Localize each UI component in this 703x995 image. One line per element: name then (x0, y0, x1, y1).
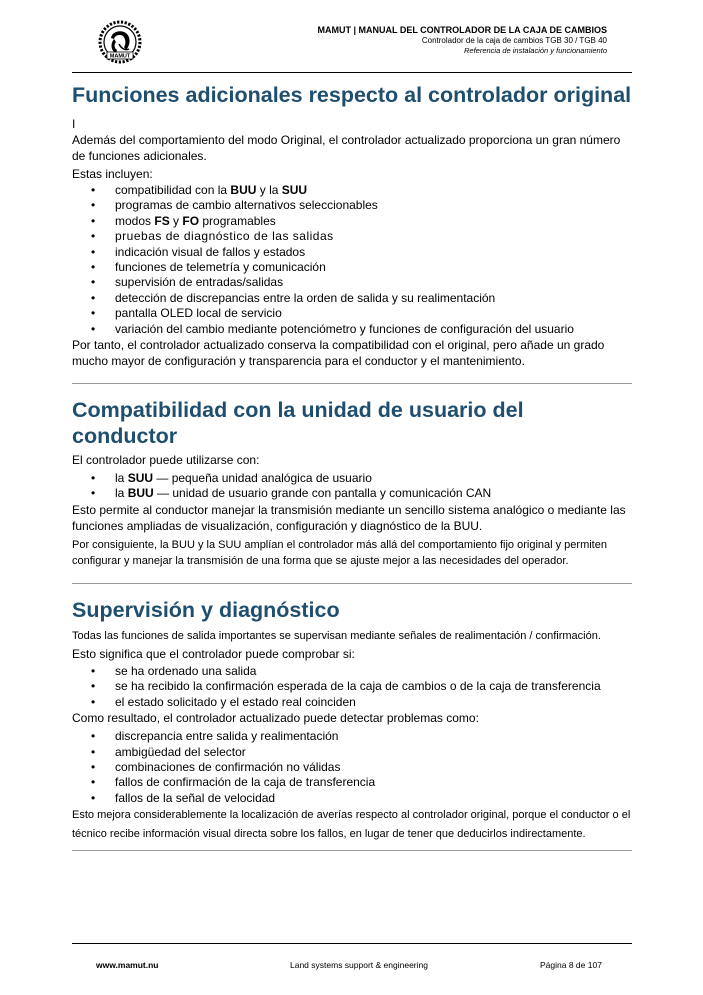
paragraph: Estas incluyen: (72, 167, 153, 181)
section-heading: Funciones adicionales respecto al controlador original (72, 83, 632, 107)
footer-url[interactable]: www.mamut.nu (96, 960, 159, 970)
paragraph: Todas las funciones de salida importantes se supervisan mediante señales de realimentación / confirmación. (72, 629, 601, 642)
list-item: • modos FS y FO programables (72, 214, 632, 229)
section-divider (72, 850, 632, 851)
list-item: • la SUU — pequeña unidad analógica de usuario (72, 471, 632, 486)
mamut-logo (96, 20, 144, 64)
check-list (72, 664, 632, 710)
list-item: • se ha ordenado una salida (72, 664, 632, 679)
section-heading: Compatibilidad con la unidad de usuario del conductor (72, 398, 524, 449)
paragraph: Esto significa que el controlador puede comprobar si: (72, 646, 355, 661)
paragraph: El controlador puede utilizarse con: (72, 453, 260, 468)
list-item: • funciones de telemetría y comunicación (72, 260, 632, 275)
section-divider (72, 583, 632, 584)
list-item: • pantalla OLED local de servicio (72, 306, 632, 321)
section-supervision-diagnostics (72, 597, 632, 844)
list-item: • se ha recibido la confirmación esperada de la caja de cambios o de la caja de transferencia (72, 679, 632, 694)
paragraph: Esto mejora considerablemente la localización de averías respecto al controlador original, porque el conductor o el técnico recibe información visual directa sobre los fallos, en lugar de tener que deducirlos indirectamente. (72, 809, 631, 841)
footer-tagline: Land systems support & engineering (290, 960, 428, 970)
list-item: • supervisión de entradas/salidas (72, 275, 632, 290)
header-divider (72, 72, 632, 73)
document-subtitle-2: Referencia de instalación y funcionamiento (463, 46, 607, 55)
page-header (72, 18, 632, 72)
unit-list (72, 471, 632, 502)
list-item: • pruebas de diagnóstico de las salidas (72, 229, 632, 244)
list-item: • programas de cambio alternativos seleccionables (72, 198, 632, 213)
section-heading: Supervisión y diagnóstico (72, 597, 340, 622)
paragraph: Además del comportamiento del modo Original, el controlador actualizado proporciona un gran número de funciones adicionales. (72, 133, 621, 163)
list-item: • ambigüedad del selector (72, 745, 632, 760)
header-text (317, 25, 607, 56)
paragraph: Como resultado, el controlador actualizado puede detectar problemas como: (72, 711, 479, 726)
list-item: • variación del cambio mediante potenciómetro y funciones de configuración del usuario (72, 322, 632, 337)
section-driver-unit-compatibility (72, 397, 632, 569)
list-item: • fallos de la señal de velocidad (72, 791, 632, 806)
list-item: • combinaciones de confirmación no válidas (72, 760, 632, 775)
page-content (72, 82, 632, 851)
problem-list (72, 729, 632, 806)
paragraph: Por consiguiente, la BUU y la SUU amplían el controlador más allá del comportamiento fijo original y permiten configurar y manejar la transmisión de una forma que se ajuste mejor a las necesidades del operador. (72, 538, 607, 567)
paragraph: Por tanto, el controlador actualizado conserva la compatibilidad con el original, pero añade un grado mucho mayor de configuración y transparencia para el conductor y el mantenimiento. (72, 338, 605, 369)
footer-divider (72, 943, 632, 944)
section-additional-functions (72, 82, 632, 369)
list-item: • detección de discrepancias entre la orden de salida y su realimentación (72, 291, 632, 306)
list-item: • indicación visual de fallos y estados (72, 245, 632, 260)
section-divider (72, 383, 632, 384)
page-number: Página 8 de 107 (540, 960, 602, 970)
list-item: • el estado solicitado y el estado real coinciden (72, 695, 632, 710)
document-subtitle: Controlador de la caja de cambios TGB 30 / TGB 40 (421, 36, 607, 45)
feature-list (72, 183, 632, 337)
list-item: • discrepancia entre salida y realimentación (72, 729, 632, 744)
list-item: • la BUU — unidad de usuario grande con pantalla y comunicación CAN (72, 486, 632, 501)
list-item: • compatibilidad con la BUU y la SUU (72, 183, 632, 198)
logo-text: MAMUT (109, 53, 131, 60)
list-item: • fallos de confirmación de la caja de transferencia (72, 775, 632, 790)
paragraph: Esto permite al conductor manejar la transmisión mediante un sencillo sistema analógico o mediante las funciones ampliadas de visualización, configuración y diagnóstico de la BUU. (72, 502, 626, 533)
document-title: MAMUT | MANUAL DEL CONTROLADOR DE LA CAJA DE CAMBIOS (317, 25, 607, 35)
stray-character: I (72, 117, 76, 131)
